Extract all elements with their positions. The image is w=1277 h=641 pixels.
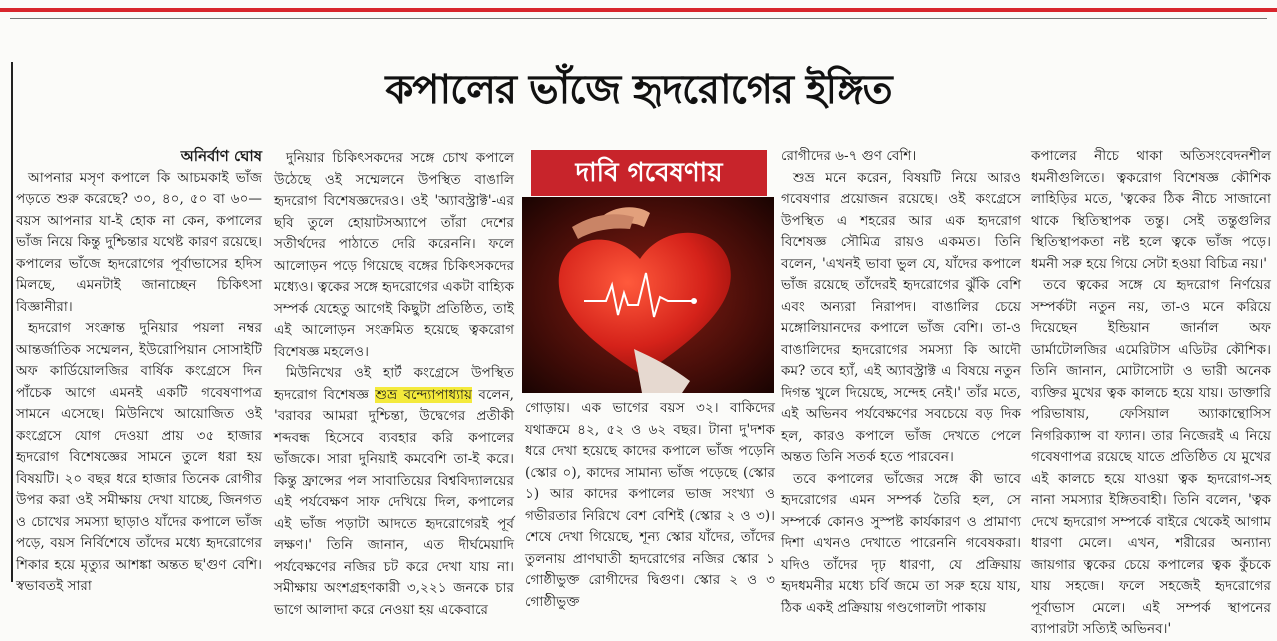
top-thin-rule: [10, 18, 1267, 19]
paragraph: তবে কপালের ভাঁজের সঙ্গে কী ভাবে হৃদরোগের এমন সম্পর্ক তৈরি হল, সে সম্পর্কে কোনও সুস্পষ্ট কার্যকারণ ও প্রামাণ্য দিশা এখনও দেখাতে পারেননি গবেষকরা। যদিও তাঁদের দৃঢ় ধারণা, যে প্রক্রিয়ায় হৃদধমনীর মধ্যে চর্বি জমে তা সরু হয়ে যায়, ঠিক একই প্রক্রিয়ায় গণ্ডগোলটা পাকায়: [781, 470, 1021, 616]
paragraph: শুভ্র মনে করেন, বিষয়টি নিয়ে আরও গবেষণার প্রয়োজন রয়েছে। ওই কংগ্রেসে উপস্থিত এ শহরের আর এক হৃদরোগ বিশেষজ্ঞ সৌমিত্র রায়ও একমত। তিনি বলেন, 'এখনই ভাবা ভুল যে, যাঁদের কপালে ভাঁজ রয়েছে তাঁদেরই হৃদরোগের ঝুঁকি বেশি এবং অন্যরা নিরাপদ। বাঙালির চেয়ে মঙ্গোলিয়ানদের কপালে ভাঁজ বেশি। তা-ও বাঙালিদের হৃদরোগের সমস্যা কি আদৌ কম? তবে হ্যাঁ, এই অ্যাবস্ট্রাক্ট এ বিষয়ে নতুন দিগন্ত খুলে দিয়েছে, সন্দেহ নেই।' তাঁর মতে, এই অভিনব পর্যবেক্ষণের সবচেয়ে বড় দিক হল, কারও কপালে ভাঁজ দেখতে পেলে অন্তত তিনি সতর্ক হতে পারবেন।: [781, 169, 1021, 465]
article-column-1: [16, 146, 262, 594]
section-banner: দাবি গবেষণায়: [531, 150, 767, 196]
highlighted-name: শুভ্র বন্দ্যোপাধ্যায়: [375, 386, 472, 403]
paragraph: রোগীদের ৬-৭ গুণ বেশি।: [781, 148, 917, 164]
text-run: মিউনিখের ওই হার্ট কংগ্রেসে উপস্থিত হৃদরোগ বিশেষজ্ঞ: [274, 365, 514, 403]
byline: অনির্বাণ ঘোষ: [180, 147, 262, 165]
text-run: বলেন, 'বরাবর আমরা দুশ্চিন্তা, উদ্বেগের প্রতীকী শব্দবন্ধ হিসেবে ব্যবহার করি কপালের ভাঁজকে। সারা দুনিয়াই কমবেশি তা-ই করে। কিন্তু ফ্রান্সের পল সাবাতিয়ের বিশ্ববিদ্যালয়ের এই পর্যবেক্ষণ সাফ দেখিয়ে দিল, কপালের এই ভাঁজ পড়াটা আদতে হৃদরোগেরই পূর্ব লক্ষণ।' তিনি জানান, এত দীর্ঘমেয়াদি পর্যবেক্ষণের নজির চট করে দেখা যায় না। সমীক্ষায় অংশগ্রহণকারী ৩,২২১ জনকে চার ভাগে আলাদা করে নেওয়া হয় একেবারে: [274, 386, 514, 618]
top-red-rule: [0, 8, 1277, 12]
paragraph: দুনিয়ার চিকিৎসকদের সঙ্গে চোখ কপালে উঠেছে ওই সম্মেলনে উপস্থিত বাঙালি হৃদরোগ বিশেষজ্ঞদেরও। ওই 'অ্যাবস্ট্রাক্ট'-এর ছবি তুলে হোয়াটসঅ্যাপে তাঁরা দেশের সতীর্থদের পাঠাতে দেরি করেননি। ফলে আলোড়ন পড়ে গিয়েছে বঙ্গের চিকিৎসকদের মধ্যেও। ত্বকের সঙ্গে হৃদরোগের একটা বাহ্যিক সম্পর্ক যেহেতু আগেই কিছুটা প্রতিষ্ঠিত, তাই এই আলোড়ন সংক্রমিত হয়েছে ত্বকরোগ বিশেষজ্ঞ মহলেও।: [274, 150, 514, 360]
paragraph: কপালের নীচে থাকা অতিসংবেদনশীল ধমনীগুলিতে। ত্বকরোগ বিশেষজ্ঞ কৌশিক লাহিড়ির মতে, 'ত্বকের ঠিক নীচে সাজানো থাকে স্থিতিস্থাপক তন্তু। সেই তন্তুগুলির স্থিতিস্থাপকতা নষ্ট হলে ত্বকে ভাঁজ পড়ে। ধমনী সরু হয়ে গিয়ে সেটা হওয়া বিচিত্র নয়।': [1031, 148, 1271, 272]
article-column-4: [781, 146, 1021, 616]
paragraph: হৃদরোগ সংক্রান্ত দুনিয়ার পয়লা নম্বর আন্তর্জাতিক সম্মেলন, ইউরোপিয়ান সোসাইটি অফ কার্ডিয়োলজির বার্ষিক কংগ্রেসে দিন পাঁচেক আগে এমনই একটি গবেষণাপত্র সামনে এসেছে। মিউনিখে আয়োজিত ওই কংগ্রেসে যোগ দেওয়া প্রায় ৩৫ হাজার হৃদরোগ বিশেষজ্ঞের সামনে তুলে ধরা হয় বিষয়টি। ২০ বছর ধরে হাজার তিনেক রোগীর উপর করা ওই সমীক্ষায় দেখা যাচ্ছে, জিনগত ও চোখের সমস্যা ছাড়াও যাঁদের কপালে ভাঁজ পড়ে, বয়স নির্বিশেষে তাঁদের মধ্যে হৃদরোগের শিকার হয়ে মৃত্যুর আশঙ্কা অন্তত ছ'গুণ বেশি। স্বভাবতই সারা: [16, 320, 262, 594]
paragraph: তবে ত্বকের সঙ্গে যে হৃদরোগ নির্ণয়ের সম্পর্কটা নতুন নয়, তা-ও মনে করিয়ে দিয়েছেন ইন্ডিয়ান জার্নাল অফ ডার্মাটোলজির এমেরিটাস এডিটর কৌশিক। তিনি জানান, মোটাসোটা ও ভারী অনেক ব্যক্তির মুখের ত্বক কালচে হয়ে যায়। ডাক্তারি পরিভাষায়, ফেসিয়াল অ্যাকান্থোসিস নিগরিক্যান্স বা ফ্যান। তার নিজেরই এ নিয়ে গবেষণাপত্র রয়েছে যাতে প্রতিষ্ঠিত যে মুখের এই কালচে হয়ে যাওয়া ত্বক হৃদরোগ-সহ নানা সমস্যার ইঙ্গিতবাহী। তিনি বলেন, 'ত্বক দেখে হৃদরোগ সম্পর্কে বাইরে থেকেই আগাম ধারণা মেলে। এখন, শরীরের অন্যান্য জায়গার ত্বকের চেয়ে কপালের ত্বক কুঁচকে যায় সহজে। ফলে সহজেই হৃদরোগের পূর্বাভাস মেলে। এই সম্পর্ক স্থাপনের ব্যাপারটা সত্যিই অভিনব।': [1031, 277, 1271, 637]
ecg-dot: [691, 298, 697, 304]
paragraph: গোড়ায়। এক ভাগের বয়স ৩২। বাকিদের যথাক্রমে ৪২, ৫২ ও ৬২ বছর। টানা দু'দশক ধরে দেখা হয়েছে কাদের কপালে ভাঁজ পড়েনি (স্কোর ০), কাদের সামান্য ভাঁজ পড়েছে (স্কোর ১) আর কাদের কপালের ভাজ সংখ্যা ও গভীরতার নিরিখে বেশ বেশিই (স্কোর ২ ও ৩)। শেষে দেখা গিয়েছে, শূন্য স্কোর যাঁদের, তাঁদের তুলনায় প্রাণঘাতী হৃদরোগের নজির স্কোর ১ গোষ্ঠীভুক্ত রোগীদের দ্বিগুণ। স্কোর ২ ও ৩ গোষ্ঠীভুক্ত: [525, 400, 775, 610]
heart-illustration: [522, 197, 774, 393]
headline: কপালের ভাঁজে হৃদরোগের ইঙ্গিত: [385, 67, 892, 113]
heart-illustration-svg: [522, 197, 774, 393]
paragraph: [274, 363, 514, 621]
left-margin-rule: [11, 62, 13, 582]
article-column-2: [274, 148, 514, 618]
paragraph: আপনার মসৃণ কপালে কি আচমকাই ভাঁজ পড়তে শুরু করেছে? ৩০, ৪০, ৫০ বা ৬০—বয়স আপনার যা-ই হোক না কেন, কপালের ভাঁজ নিয়ে কিন্তু দুশ্চিন্তার যথেষ্ট কারণ রয়েছে। কপালের ভাঁজে হৃদরোগের পূর্বাভাসের হদিস মিলছে, এমনটাই জানাচ্ছেন চিকিৎসা বিজ্ঞানীরা।: [16, 169, 262, 315]
article-column-5: [1031, 146, 1271, 637]
article-column-3: [525, 398, 775, 610]
